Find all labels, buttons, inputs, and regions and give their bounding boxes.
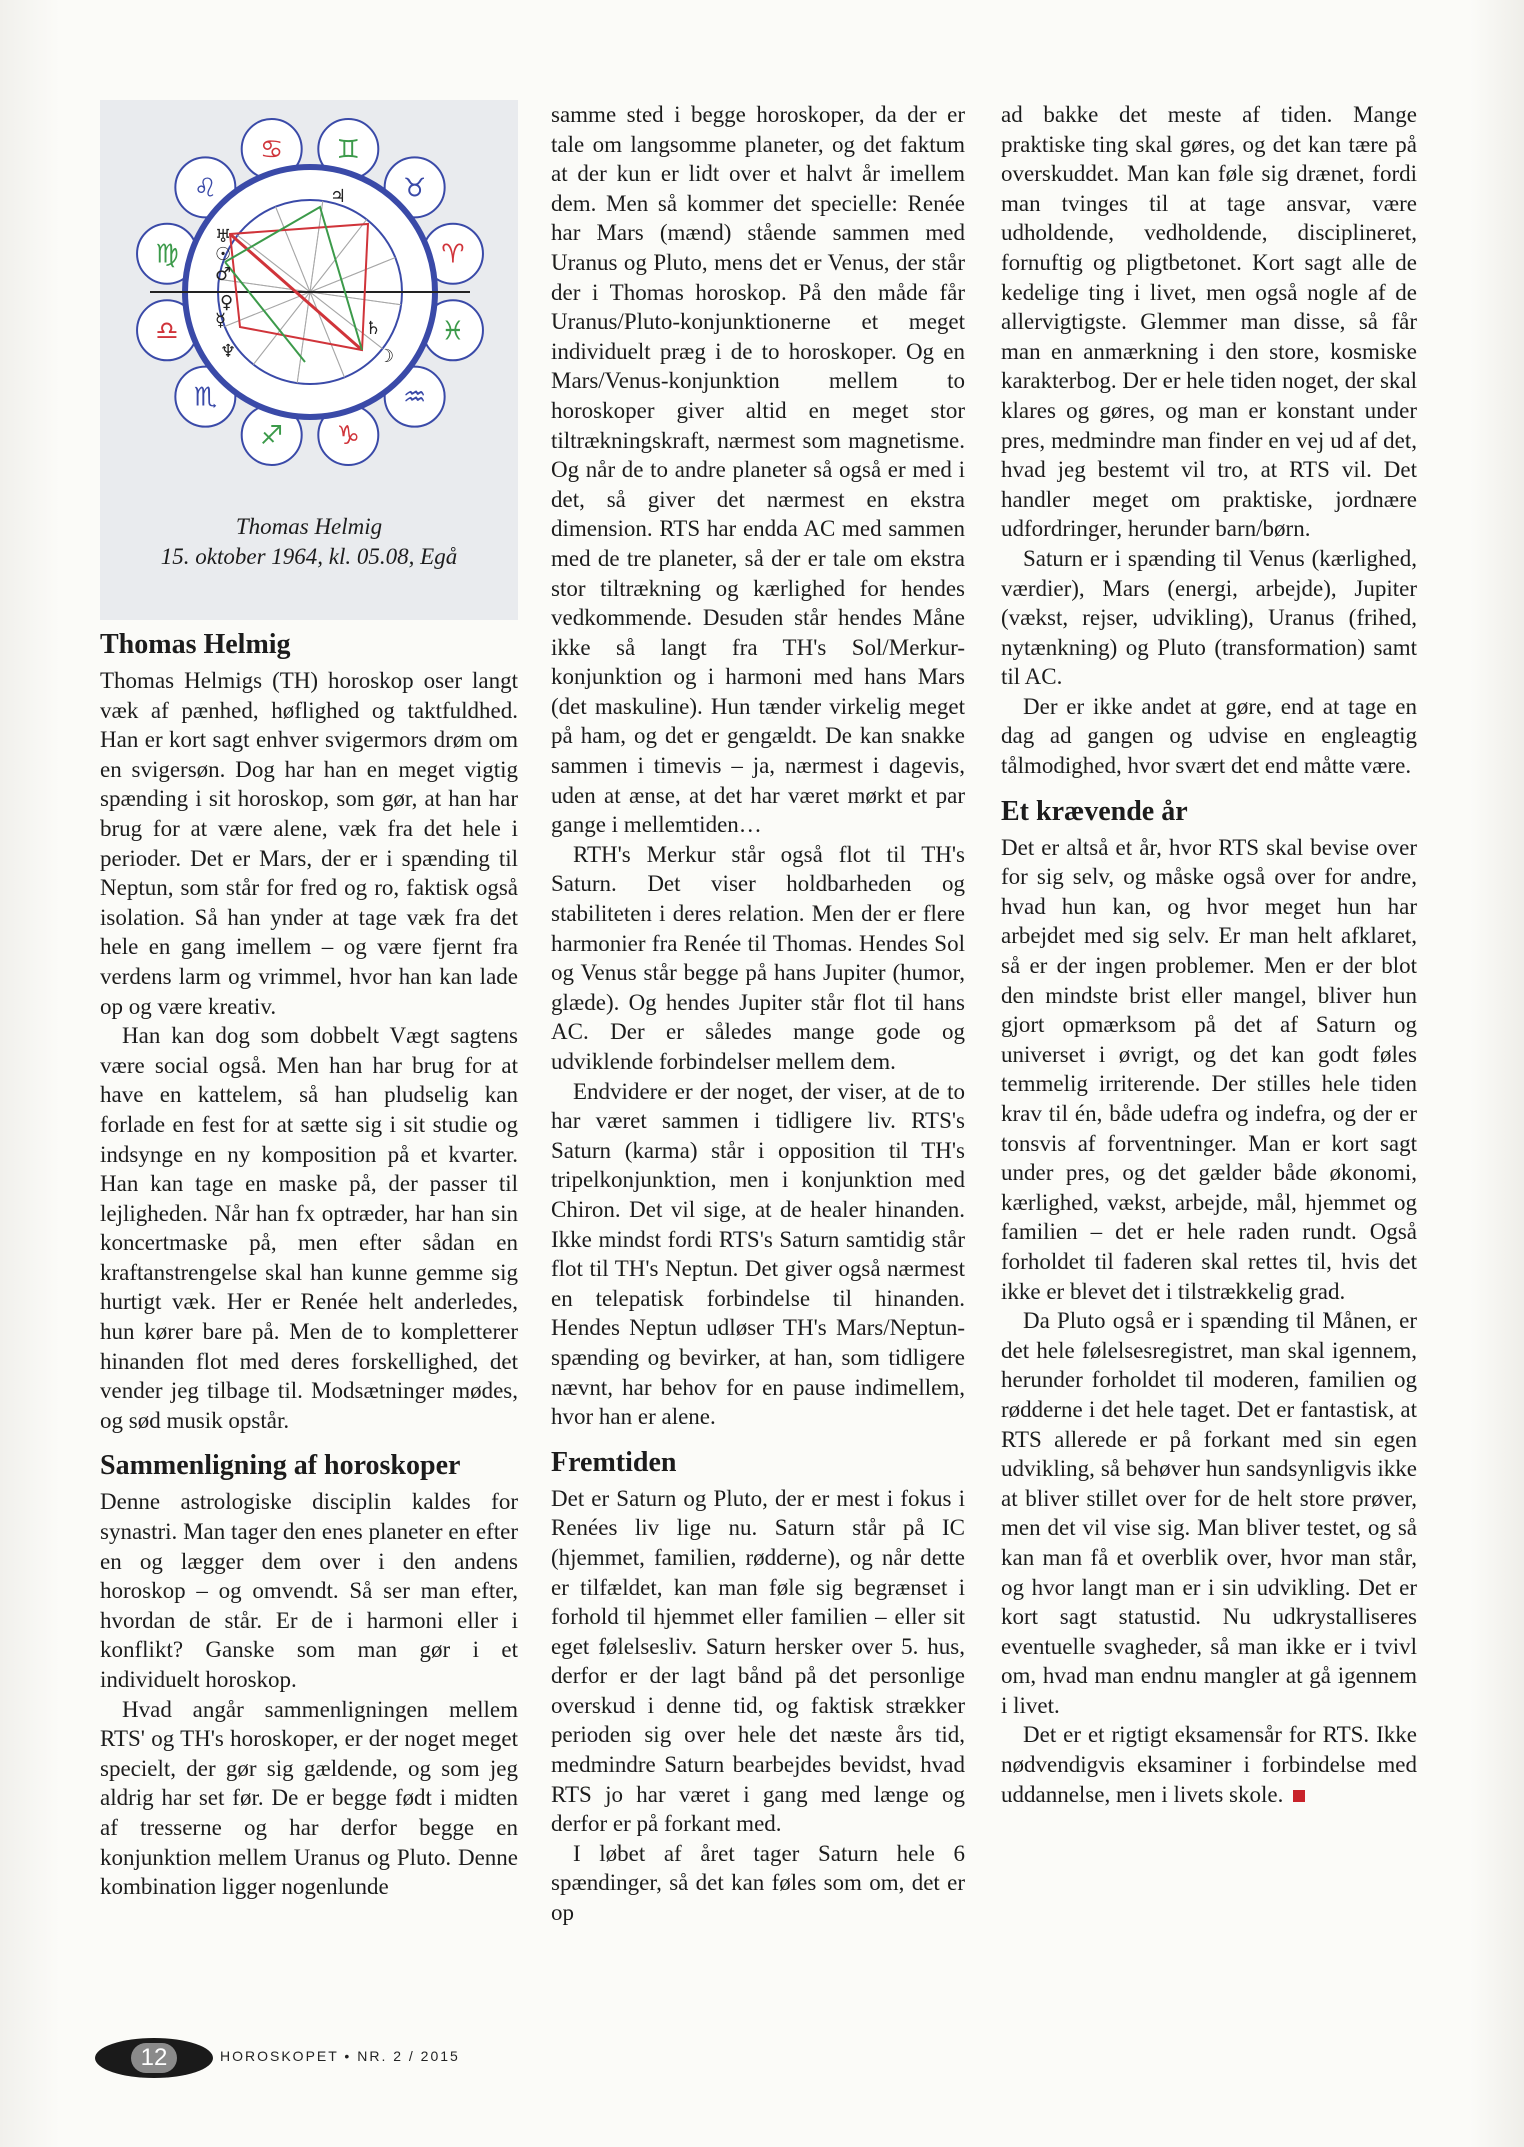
heading-thomas-helmig: Thomas Helmig [100,629,291,660]
paragraph: Der er ikke andet at gøre, end at tage en dag ad gangen og udvise en engleagtig tålmodighed, hvor svært det end måtte være. [1001,693,1417,779]
zodiac-sign-icon: ♓ [441,316,465,347]
zodiac-sign-icon: ♍ [155,239,179,270]
paragraph-final [1001,1720,1417,1809]
zodiac-sign-icon: ♒ [402,382,427,413]
chart-caption-name: Thomas Helmig [235,514,383,539]
paragraph: Endvidere er der noget, der viser, at de to har været sammen i tidligere liv. RTS's Saturn (karma) står i opposition til TH's tripelkonjunktion, men i konjunktion med Chiron. Det vil sige, at de healer hinanden. Ikke mindst fordi RTS's Saturn samtidig står flot til TH's Neptun. Det giver også nærmest en telepatisk forbindelse til hinanden. Hendes Neptun udløser TH's Mars/Neptun-spænding og bevirker, at han, som tidligere nævnt, har behov for en pause indimellem, hvor han er alene. [551,1078,965,1430]
planet-glyph-icon: ♆ [220,341,237,362]
planet-glyph-icon: ☽ [378,346,395,367]
planet-glyph-icon: ☿ [215,310,227,331]
zodiac-sign-icon: ♌ [193,173,218,204]
zodiac-sign-icon: ♈ [441,239,465,270]
chart-caption-date: 15. oktober 1964, kl. 05.08, Egå [160,544,458,569]
final-text: Det er et rigtigt eksamensår for RTS. Ikke nødvendigvis eksaminer i forbindelse med uddannelse, men i livets skole. [1001,1722,1417,1807]
zodiac-sign-icon: ♏ [193,382,218,413]
article-column-2 [551,100,965,1928]
zodiac-sign-icon: ♉ [402,173,427,204]
paragraph: RTH's Merkur står også flot til TH's Saturn. Det viser holdbarheden og stabiliteten i deres relation. Men der er flere harmonier fra Renée til Thomas. Hendes Sol og Venus står begge på hans Jupiter (humor, glæde). Og hendes Jupiter står flot til hans AC. Der er således mange gode og udviklende forbindelser mellem dem. [551,841,965,1074]
planet-glyph-icon: ♄ [365,318,382,339]
publication-info: HOROSKOPET • NR. 2 / 2015 [220,2048,460,2064]
heading-sammenligning: Sammenligning af horoskoper [100,1450,461,1482]
article-column-3 [1001,100,1417,1809]
zodiac-sign-icon: ♐ [260,420,284,451]
planet-glyph-icon: ♀ [220,292,234,313]
paragraph: Det er altså et år, hvor RTS skal bevise over for sig selv, og måske også over for andre, hvad hun kan, og hvor meget hun har arbejdet med sig selv. Er man helt afklaret, så er der ingen problemer. Men er der blot den mindste brist eller mangel, bliver hun gjort opmærksom på det af Saturn og universet i øvrigt, og det kan godt føles temmelig irriterende. Der stilles hele tiden krav til én, både udefra og indefra, og der er tonsvis af forventninger. Man er kort sagt under pres, og det gælder både økonomi, kærlighed, vækst, arbejde, mål, hjemmet og familien – det er hele raden rundt. Også forholdet til faderen skal rettes til, hvis det ikke er blevet det i tilstrækkelig grad. [1001,834,1417,1304]
planet-glyph-icon: ♅ [215,226,232,247]
zodiac-sign-icon: ♋ [260,135,284,166]
paragraph: I løbet af året tager Saturn hele 6 spændinger, så det kan føles som om, det er op [551,1840,965,1926]
page-number: 12 [131,2043,177,2073]
paragraph: ad bakke det meste af tiden. Mange praktiske ting skal gøres, og det kan tære på overskuddet. Man kan føle sig drænet, fordi man tvinges til at tage ansvar, være udholdende, vedholdende, disciplineret, fornuftig og pligtbetonet. Kort sagt alle de kedelige ting i livet, men også nogle af de allervigtigste. Glemmer man disse, så får man en anmærkning i den store, kosmiske karakterbog. Der er hele tiden noget, der skal klares og gøres, og man er konstant under pres, medmindre man finder en vej ud af det, hvad jeg bestemt vil tro, at RTS vil. Det handler meget om praktiske, jordnære udfordringer, herunder barn/børn. [1001,102,1417,542]
paragraph: Han kan dog som dobbelt Vægt sagtens være social også. Men han har brug for at have en kattelem, så han pludselig kan forlade en fest for at sætte sig i sit studie og indsynge en ny komposition på et kvarter. Han kan tage en maske på, der passer til lejligheden. Når han fx optræder, har han sin koncertmaske på, men efter sådan en kraftanstrengelse skal han kunne gemme sig hurtigt væk. Her er Renée helt anderledes, hun kører bare på. Men de to kompletterer hinanden flot med deres forskellighed, det vender jeg tilbage til. Modsætninger mødes, og sød musik opstår. [100,1023,518,1433]
paragraph: Det er Saturn og Pluto, der er mest i fokus i Renées liv lige nu. Saturn står på IC (hjemmet, familien, rødderne), og når dette er tilfældet, kan man føle sig begrænset i forhold til hjemmet eller familien – eller sit eget følelsesliv. Saturn hersker over 5. hus, derfor er der lagt bånd på det personlige overskud i denne tid, og faktisk strækker perioden sig over hele det næste års tid, medmindre Saturn bearbejdes bevidst, hvad RTS jo har været i gang med længe og derfor er på forkant med. [551,1485,965,1837]
end-mark-icon [1293,1790,1305,1802]
zodiac-sign-icon: ♑ [336,420,360,451]
paragraph: Hvad angår sammenligningen mellem RTS' og TH's horoskoper, er der noget meget specielt, der gør sig gældende, og som jeg aldrig har set før. De er begge født i midten af tresserne og har derfor begge en konjunktion mellem Uranus og Pluto. Denne kombination ligger nogenlunde [100,1696,518,1900]
paragraph: Denne astrologiske disciplin kaldes for synastri. Man tager den enes planeter en efter en og lægger dem over i den andens horoskop – og omvendt. Så ser man efter, hvordan de står. Er de i harmoni eller i konflikt? Ganske som man gør i et individuelt horoskop. [100,1489,518,1692]
heading-fremtiden: Fremtiden [551,1446,677,1478]
heading-et-kraevende-aar: Et krævende år [1001,795,1188,827]
paragraph: samme sted i begge horoskoper, da der er tale om langsomme planeter, og det faktum at der kun er lidt over et halvt år imellem dem. Men så kommer det specielle: Renée har Mars (mænd) stående sammen med Uranus og Pluto, mens det er Venus, der står der i Thomas horoskop. På den måde får Uranus/Pluto-konjunktionerne et meget individuelt præg i de to horoskoper. Og en Mars/Venus-konjunktion mellem to horoskoper giver altid en meget stor tiltrækningskraft, nærmest som magnetisme. Og når de to andre planeter så også er med i det, så giver det nærmest en ekstra dimension. RTS har endda AC med sammen med de tre planeter, så der er tale om ekstra stor tiltrækning og kærlighed for hendes vedkommende. Desuden står hendes Måne ikke så langt fra TH's Sol/Merkur-konjunktion og i harmoni med hans Mars (det maskuline). Hun tænder virkelig meget på ham, og det er gengældt. De kan snakke sammen i timevis – ja, nærmest i dagevis, uden at ænse, at det har været mørkt et par gange i mellemtiden… [551,102,965,838]
planet-glyph-icon: ♂ [215,264,232,285]
paragraph: Saturn er i spænding til Venus (kærlighed, værdier), Mars (energi, arbejde), Jupiter (vækst, rejser, udvikling), Uranus (frihed, nytænkning) og Pluto (transformation) samt til AC. [1001,545,1417,690]
paragraph: Thomas Helmigs (TH) horoskop oser langt væk af pænhed, høflighed og taktfuldhed. Han er kort sagt enhver svigermors drøm om en svigersøn. Dog har han en meget vigtig spænding i sit horoskop, som gør, at han har brug for at være alene, væk fra det hele i perioder. Det er Mars, der er i spænding til Neptun, som står for fred og ro, faktisk også isolation. Så han ynder at tage væk fra det hele en gang imellem – og være fjernt fra verdens larm og vrimmel, hvor han kan lade op og være kreativ. [100,668,518,1019]
zodiac-sign-icon: ♎ [155,316,179,347]
zodiac-sign-icon: ♊ [336,135,360,166]
article-column-1 [100,628,518,1902]
planet-glyph-icon: ♃ [330,186,347,207]
paragraph: Da Pluto også er i spænding til Månen, er det hele følelsesregistret, man skal igennem, herunder forholdet til moderen, familien og rødderne i det hele taget. Det er fantastisk, at RTS allerede er på forkant med sin egen udvikling, så behøver hun sandsynligvis ikke at bliver stillet over for de helt store prøver, men det vil vise sig. Man bliver testet, og så kan man få et overblik over, hvor man står, og hvor langt man er i sin udvikling. Det er kort sagt statustid. Nu udkrystalliseres eventuelle svagheder, så man ikke er i tvivl om, hvad man endnu mangler at gå igennem i livet. [1001,1308,1417,1718]
planet-glyph-icon: ☉ [215,244,232,265]
horoscope-wheel [130,112,490,472]
